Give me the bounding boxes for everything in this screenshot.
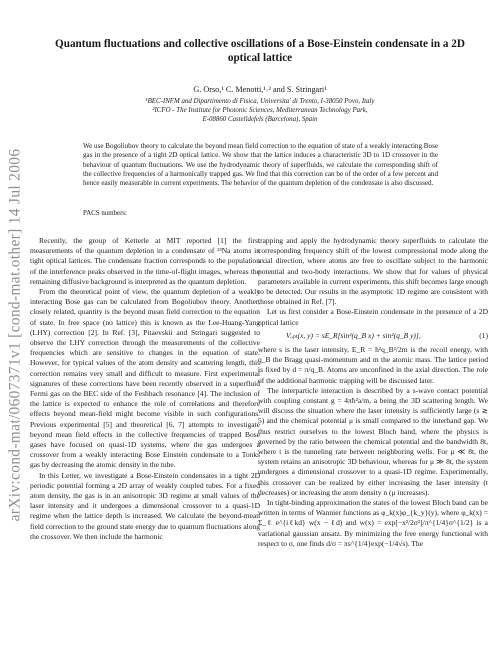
equation-number: (1) [479,330,488,340]
paragraph: The interparticle interaction is described by a s-wave contact potential with coupling constant g = 4πħ²a/m, a being the 3D scattering length. We will discuss the situation where the laser intensity is sufficiently large (s ≳ 5) and the chemical potential μ is small compared to the interband gap. We thus restrict ourselves to the lowest Bloch band, where the physics is governed by the ratio between the chemical potential and the bandwidth 8t, where t is the tunneling rate between neighboring wells. For μ ≪ 8t, the system retains an anisotropic 3D behaviour, whereas for μ ≫ 8t, the system undergoes a dimensional crossover to a quasi-1D regime. Experimentally, this crossover can be realized by either increasing the laser intensity (t decreases) or increasing the atom density n (μ increases). [258,385,488,497]
abstract: We use Bogoliubov theory to calculate the beyond mean field correction to the equation of state of a weakly interacting Bose gas in the presence of a tight 2D optical lattice. We show that the lattice induces a characteristic 3D to 1D crossover in the behaviour of quantum fluctuations. We use the hydrodynamic theory of superfluids, we calculate the corresponding shift of the collective frequencies of a harmonically trapped gas. We find that this correction can be of the order of a few percent and hence easily measurable in current experiments. The behavior of the quantum depletion of the condensate is also discussed. [83,142,438,188]
pacs-numbers: PACS numbers: [83,210,127,217]
paper-header [30,38,490,125]
affiliation-line: ¹BEC-INFM and Dipartimento di Fisica, Universita' di Trento, I-38050 Povo, Italy [145,98,375,105]
right-column [258,236,488,549]
equation-1 [258,331,488,341]
arxiv-id-text: arXiv:cond-mat/0607371v1 [cond-mat.other] 14 Jul 2006 [6,148,24,522]
paragraph: In tight-binding approximation the states of the lowest Bloch band can be written in terms of Wannier functions as φ_k(x)φ_{k_y}(y), where φ_k(x) = Σ_ℓ e^{iℓkd} w(x − ℓd) and w(x) = exp[−x²/2σ²]/π^{1/4}σ^{1/2} is a variational gaussian ansatz. By minimizing the free energy functional with respect to σ, one finds d/σ = πs^{1/4}exp(−1/4√s). The [258,498,488,548]
affiliations [30,97,490,125]
paragraph: where s is the laser intensity, E_R = ħ²q_B²/2m is the recoil energy, with q_B the Bragg quasi-momentum and m the atomic mass. The lattice period is fixed by d = π/q_B. Atoms are unconfined in the axial direction. The role of the additional harmonic trapping will be discussed later. [258,345,488,385]
affiliation-line: ²ICFO - The Institute for Photonic Sciences, Mediterranean Technology Park, [152,107,368,115]
paragraph: From the theoretical point of view, the quantum depletion of a weakly interacting Bose gas can be calculated from Bogoliubov theory. Another, closely related, quantity is the beyond mean field correction to the equation of state. In free space (no lattice) this is known as the Lee-Huang-Yang (LHY) correction [2]. In Ref. [3], Pitaevskii and Stringari suggested to observe the LHY correction through the measurements of the collective frequencies which are sensitive to changes in the equation of state. However, for typical values of the atom density and scattering length, this correction remains very small and difficult to measure. First experimental signatures of these corrections have been recently observed in a superfluid Fermi gas on the BEC side of the Feshbach resonance [4]. The inclusion of the lattice is expected to enhance the role of correlations and therefore effects beyond mean-field might become visible in such configurations. Previous experimental [5] and theoretical [6, 7] attempts to investigate beyond mean field effects in the collective frequencies of trapped Bose gases have focused on quasi-1D systems, where the gas undergoes a crossover from a weakly interacting Bose Einstein condensate to a Tonks gas by decreasing the atomic density in the tube. [30,287,260,470]
affiliation-line: E-08860 Castelldefels (Barcelona), Spain [202,116,318,124]
paragraph: Let us first consider a Bose-Einstein condensate in the presence of a 2D optical lattice [258,307,488,327]
arxiv-identifier [6,100,24,570]
paragraph: Recently, the group of Ketterle at MIT reported [1] the first measurements of the quantum depletion in a condensate of ²³Na atoms in tight optical lattices. The condensate fraction corresponds to the population of the interference peaks observed in the time-of-flight images, whereas the remaining diffusive background is interpreted as the quantum depletion. [30,236,260,286]
paragraph: In this Letter, we investigate a Bose-Einstein condensates in a tight 2D periodic potential forming a 2D array of weakly coupled tubes. For a fixed atom density, the gas is in an anisotropic 3D regime at small values of the laser intensity and it undergoes a dimensional crossover to a quasi-1D regime when the lattice depth is increased. We calculate the beyond-mean field correction to the ground state energy due to quantum fluctuations along the crossover. We then include the harmonic [30,470,261,541]
paper-title: Quantum fluctuations and collective oscillations of a Bose-Einstein condensate in a 2D optical lattice [55,38,465,64]
left-column [30,236,260,542]
equation-expression: Vₒₚₜ(x, y) = sE_R[sin²(q_B x) + sin²(q_B y)], [286,330,421,340]
paragraph: trapping and apply the hydrodynamic theory superfluids to calculate the corresponding frequency shift of the lowest compressional mode along the axial direction, where atoms are free to oscillate subject to the harmonic potential and two-body interactions. We show that for values of physical parameters available in current experiments, this shift becomes large enough to be detected. Our results in the asymptotic 1D regime are consistent with those obtained in Ref. [7]. [258,236,488,307]
authors: G. Orso,¹ C. Menotti,¹˒² and S. Stringari¹ [193,85,327,94]
